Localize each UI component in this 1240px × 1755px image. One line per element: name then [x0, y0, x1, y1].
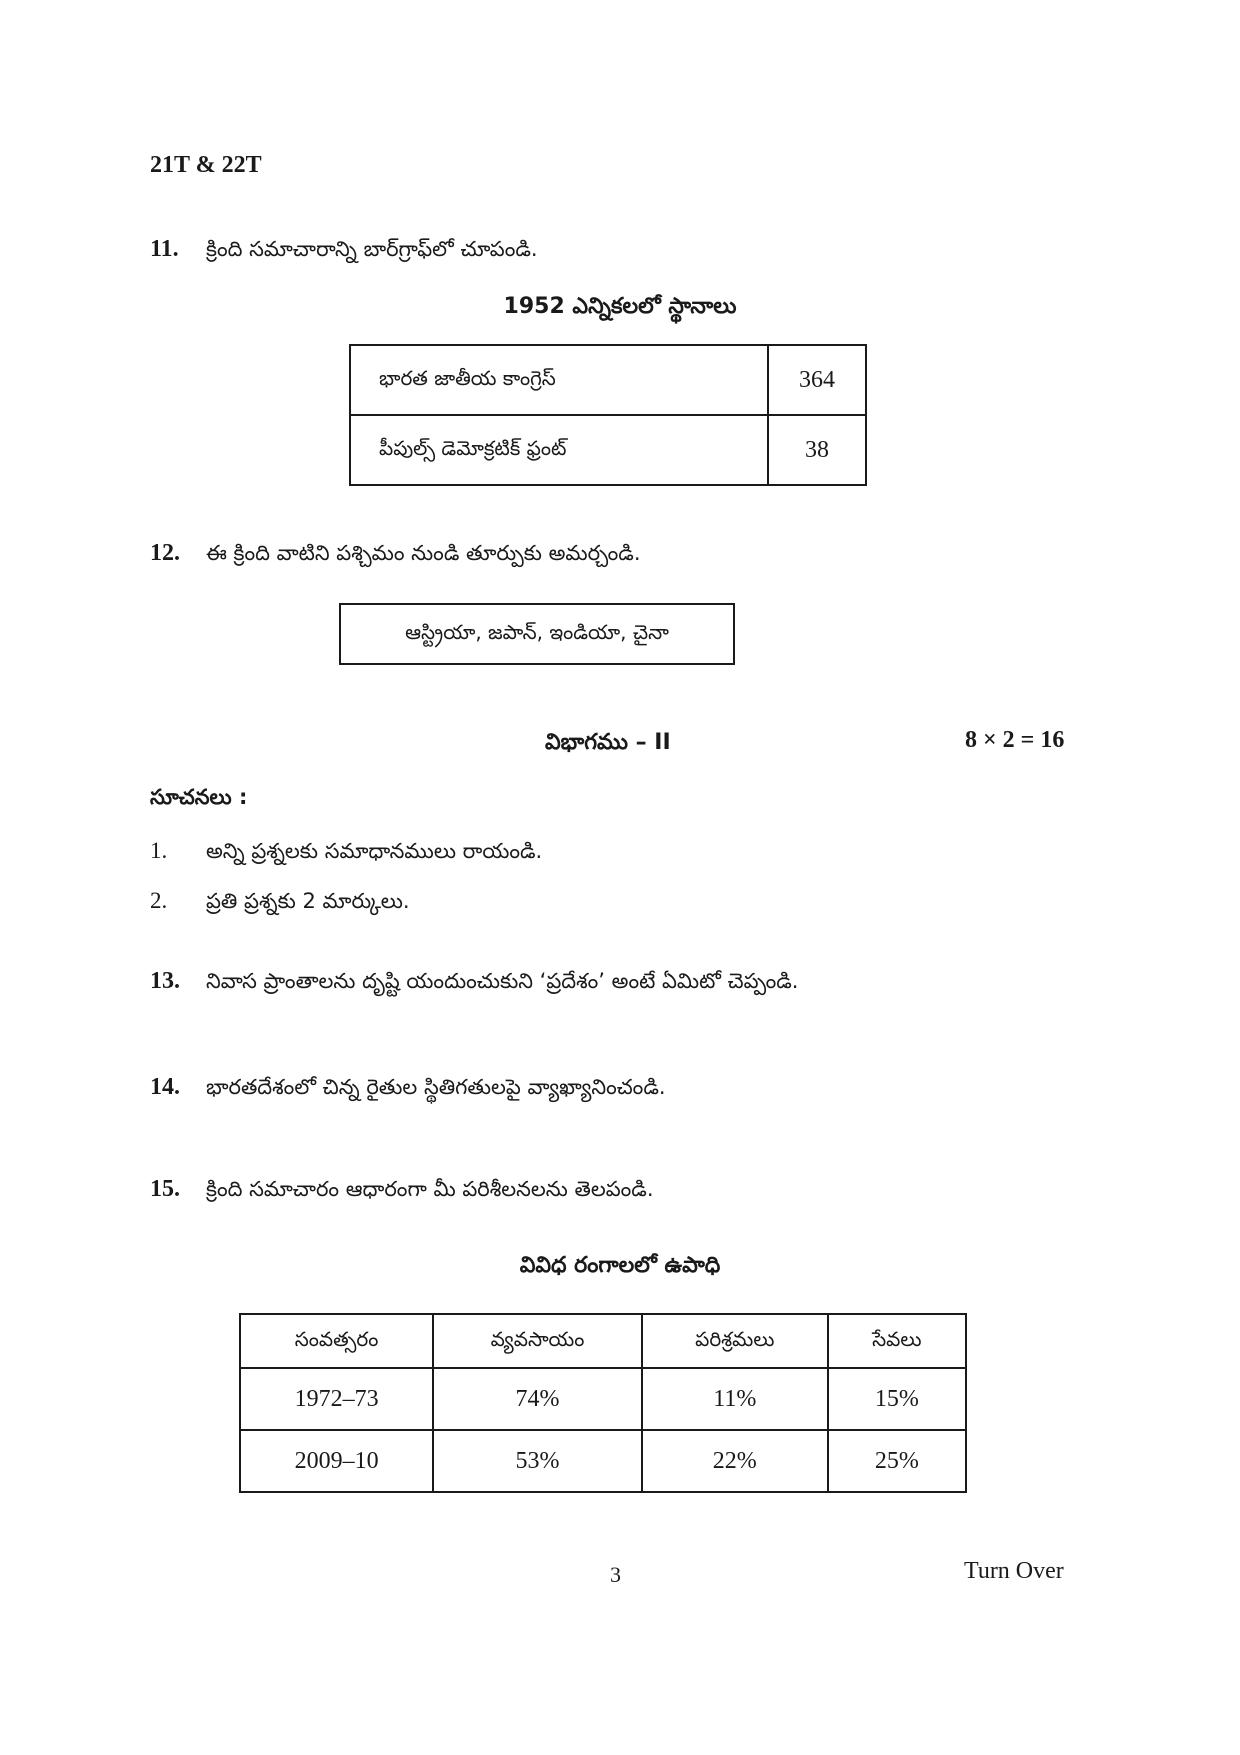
question-text: క్రింది సమాచారాన్ని బార్‌గ్రాఫ్‌లో చూపండి.	[206, 237, 538, 261]
table-cell: 15%	[828, 1368, 966, 1430]
party-cell: పీపుల్స్ డెమోక్రటిక్ ఫ్రంట్	[350, 415, 768, 485]
question-number: 13.	[150, 968, 180, 994]
q15-table-title: వివిధ రంగాలలో ఉపాధి	[519, 1253, 721, 1278]
page-number: 3	[610, 1562, 621, 1587]
instruction-number: 2.	[150, 888, 168, 913]
question-number: 11.	[150, 236, 179, 262]
question-number: 14.	[150, 1074, 180, 1100]
question-number: 15.	[150, 1176, 180, 1202]
question-13	[150, 968, 798, 999]
question-text: క్రింది సమాచారం ఆధారంగా మీ పరిశీలనలను తెలపండి.	[206, 1177, 654, 1201]
question-14	[150, 1074, 666, 1105]
table-row	[350, 345, 866, 415]
table-cell: 74%	[433, 1368, 642, 1430]
question-15	[150, 1176, 654, 1207]
question-text: ఈ క్రింది వాటిని పశ్చిమం నుండి తూర్పుకు అమర్చండి.	[206, 541, 641, 565]
countries-box: ఆస్ట్రియా, జపాన్, ఇండియా, చైనా	[339, 603, 735, 665]
header-cell: వ్యవసాయం	[433, 1314, 642, 1368]
table-cell: 25%	[828, 1430, 966, 1492]
header-cell: సేవలు	[828, 1314, 966, 1368]
instruction-text: ప్రతి ప్రశ్నకు 2 మార్కులు.	[206, 889, 410, 913]
question-11	[150, 236, 538, 267]
section-title: విభాగము – II	[545, 730, 671, 755]
header-cell: సంవత్సరం	[240, 1314, 433, 1368]
table-cell: 22%	[642, 1430, 828, 1492]
instructions-heading: సూచనలు :	[150, 785, 248, 809]
question-text: నివాస ప్రాంతాలను దృష్టి యందుంచుకుని ‘ప్రదేశం’ అంటే ఏమిటో చెప్పండి.	[206, 969, 799, 993]
section-marks: 8 × 2 = 16	[965, 727, 1065, 753]
seats-cell: 38	[768, 415, 866, 485]
seats-cell: 364	[768, 345, 866, 415]
year-cell: 2009–10	[240, 1430, 433, 1492]
table-cell: 53%	[433, 1430, 642, 1492]
election-seats-table	[349, 344, 867, 486]
party-cell: భారత జాతీయ కాంగ్రెస్	[350, 345, 768, 415]
year-cell: 1972–73	[240, 1368, 433, 1430]
q11-table-title: 1952 ఎన్నికలలో స్థానాలు	[503, 294, 737, 319]
table-cell: 11%	[642, 1368, 828, 1430]
instruction-text: అన్ని ప్రశ్నలకు సమాధానములు రాయండి.	[206, 839, 543, 863]
table-row	[240, 1430, 966, 1492]
table-header-row	[240, 1314, 966, 1368]
question-12	[150, 540, 641, 571]
question-number: 12.	[150, 540, 180, 566]
paper-code: 21T & 22T	[150, 152, 262, 178]
header-cell: పరిశ్రమలు	[642, 1314, 828, 1368]
instruction-number: 1.	[150, 838, 168, 863]
table-row	[350, 415, 866, 485]
instruction-item	[150, 838, 542, 869]
instruction-item	[150, 888, 410, 919]
turn-over-note: Turn Over	[964, 1558, 1064, 1584]
table-row	[240, 1368, 966, 1430]
employment-table	[239, 1313, 967, 1493]
question-text: భారతదేశంలో చిన్న రైతుల స్థితిగతులపై వ్యాఖ్యానించండి.	[206, 1075, 666, 1099]
